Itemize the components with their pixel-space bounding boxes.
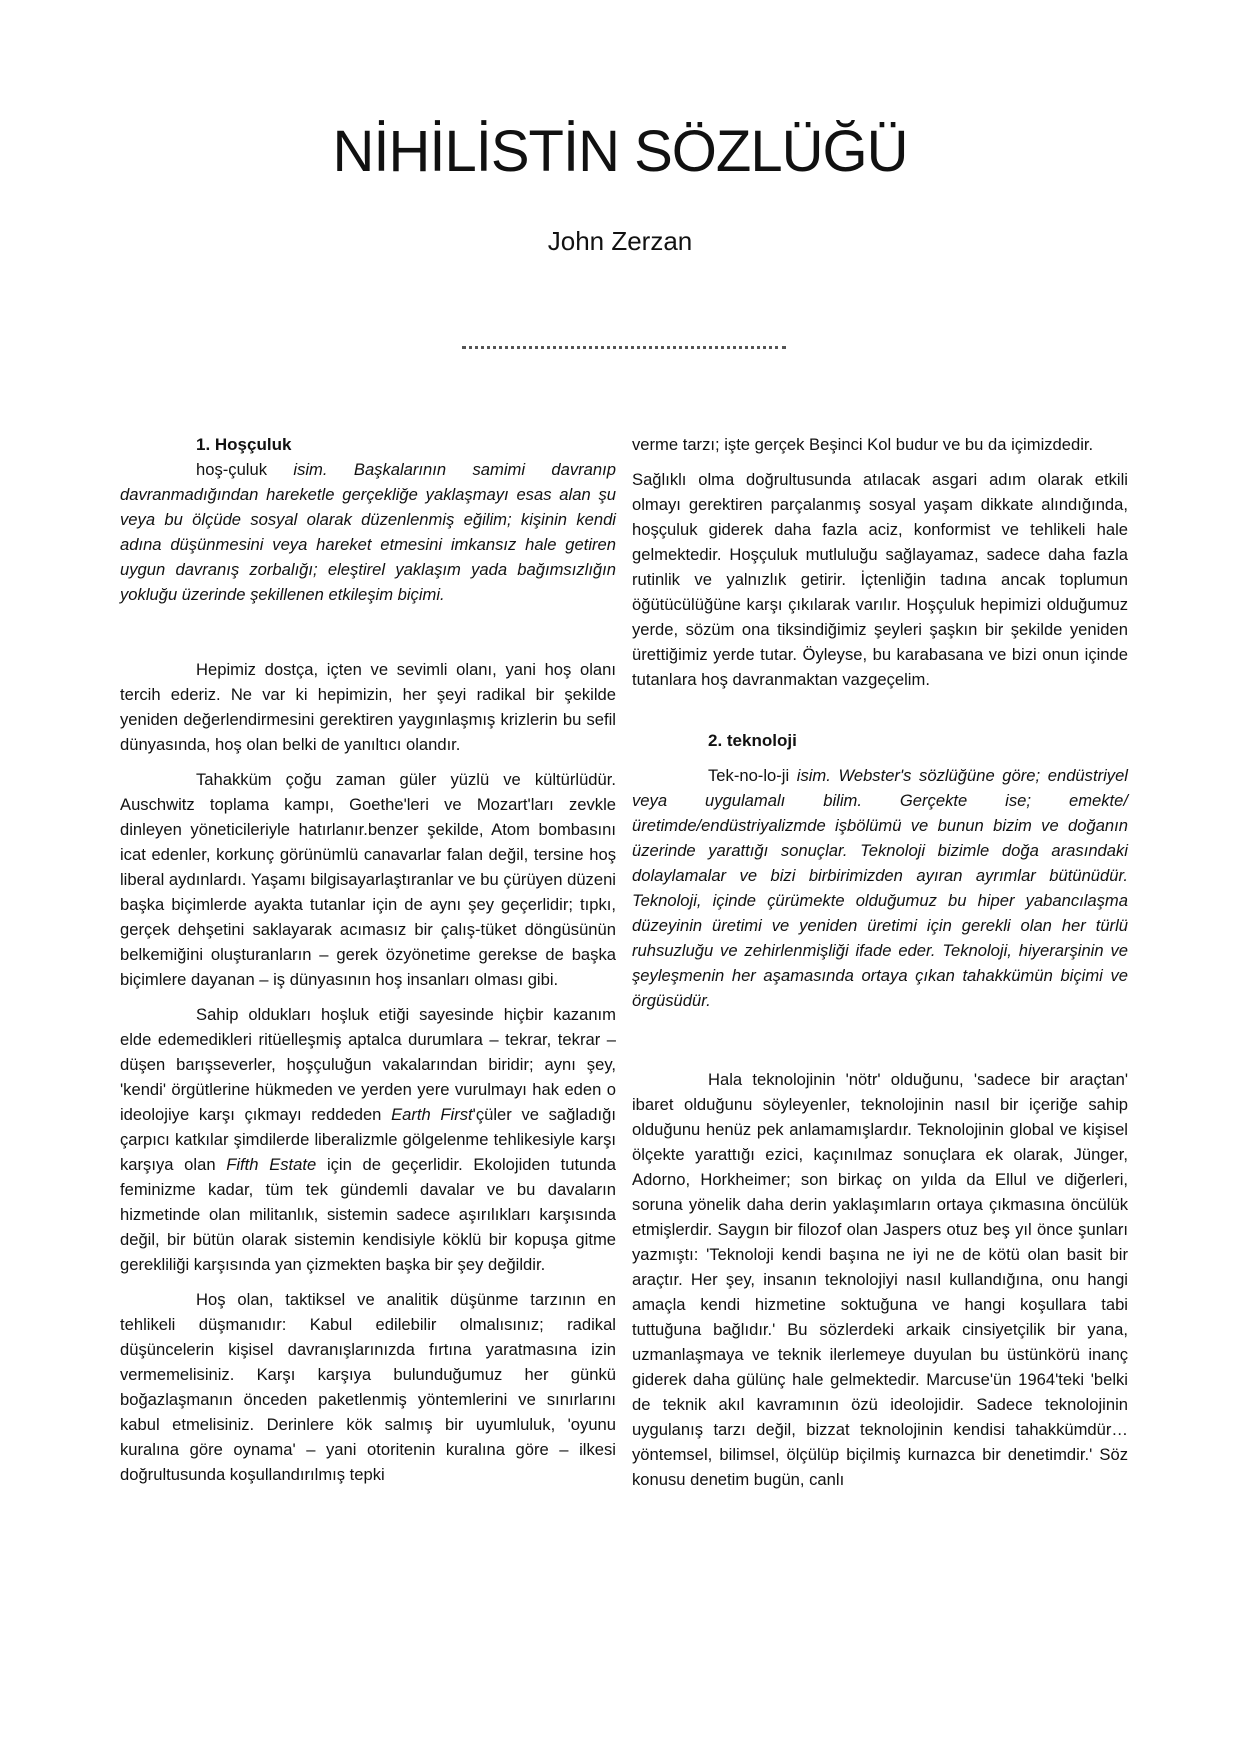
body-paragraph-3-part-a: Sahip oldukları hoşluk etiği sayesinde hiçbir kazanım elde edemedikleri ritüelleşmiş aptalca durumlara – tekrar, tekrar – düşen barışseverler, hoşçuluğun vakalarından biridir; aynı şey, 'kendi' örgütlerine hükmeden ve yerden yere vurulmayı hak eden o ideolojiye karşı çıkmayı reddeden — [120, 1005, 616, 1124]
definition-term-2: Tek-no-lo-ji — [708, 766, 797, 785]
body-paragraph-6: Sağlıklı olma doğrultusunda atılacak asgari adım olarak etkili olmayı gerektiren parçalanmış sosyal yaşam dikkate alındığında, hoşçuluk giderek daha fazla aciz, konformist ve tehlikeli hale gelmektedir. Hoşçuluk mutluluğu sağlayamaz, sadece daha fazla rutinlik ve yalnızlık getirir. İçtenliğin tadına ancak toplumun öğütücülüğüne karşı çıkılarak varılır. Hoşçuluk hepimizi olduğumuz yerde, sözüm ona tiksindiğimiz şeyleri şaşkın bir şekilde yeniden ürettiğimiz yerde tutar. Öyleyse, bu karabasana ve bizi onun içinde tutanlara hoş davranmaktan vazgeçelim. — [632, 470, 1128, 689]
earth-first-name: Earth First — [391, 1105, 473, 1124]
body-paragraph-5: verme tarzı; işte gerçek Beşinci Kol budur ve bu da içimizdedir. — [632, 435, 1094, 454]
author-name: John Zerzan — [547, 226, 693, 256]
definition-pos: isim. — [293, 460, 328, 479]
definition-term: hoş-çuluk — [196, 460, 294, 479]
body-paragraph-3-part-b: 'çüler ve sağladığı çarpıcı katkılar şimdilerde liberalizmle gölgelenme tehlikesiyle karşı karşıya olan — [120, 1105, 616, 1174]
separator-rule — [462, 346, 786, 349]
section-heading-teknoloji: 2. teknoloji — [708, 731, 797, 750]
section-heading-hoscululuk: 1. Hoşçuluk — [196, 435, 292, 454]
body-paragraph-3-part-c: için de geçerlidir. Ekolojiden tutunda feminizme kadar, tüm tek gündemli davalar ve bu davaların hizmetinde olan militanlık, sistemin sadece aşırılıkları karşısında değil, bir bütün olarak sistemin kendisiyle köklü bir kopuşa gitme gerekliliği karşısında yan çizmekten başka bir şey değildir. — [120, 1155, 616, 1274]
definition-text-2: isim. Webster's sözlüğüne göre; endüstriyel veya uygulamalı bilim. Gerçekte ise; emekte/üretimde/endüstriyalizmde işbölümü ve bunun bizim ve doğanın üzerinde yarattığı sonuçlar. Teknoloji bizimle doğa arasındaki dolaylamalar ve bizi birbirimizden ayıran ayrımlar bütünüdür. Teknoloji, içinde çürümekte olduğumuz bu hiper yabancılaşma düzeyinin üretimi ve yeniden üretimi için gerekli olan her türlü ruhsuzluğu ve zehirlenmişliği ifade eder. Teknoloji, hiyerarşinin ve şeyleşmenin her aşamasında ortaya çıkan tahakkümün biçimi ve örgüsüdür. — [632, 766, 1128, 1010]
definition-paragraph — [120, 457, 616, 607]
body-paragraph-2: Tahakküm çoğu zaman güler yüzlü ve kültürlüdür. Auschwitz toplama kampı, Goethe'leri ve Mozart'ları zevkle dinleyen yöneticileriyle hatırlanır.benzer şekilde, Atom bombasını icat edenler, korkunç görünümlü canavarlar falan değil, tersine hoş liberal aydınlardı. Yaşamı bilgisayarlaştıranlar ve bu çürüyen düzeni başka biçimlerde ayakta tutanlar için de aynı şey geçerlidir; tıpkı, gerçek dehşetini saklayarak acımasız bir çalış-tüket döngüsünün belkemiğini oluşturanların – gerek özyönetime gerekse de başka biçimlere dayanan – iş dünyasının hoş insanları olması gibi. — [120, 770, 616, 989]
body-paragraph-7: Hala teknolojinin 'nötr' olduğunu, 'sadece bir araçtan' ibaret olduğunu söyleyenler, teknolojinin nasıl bir içeriğe sahip olduğunu henüz pek anlamamışlardır. Teknolojinin global ve kişisel ölçekte yarattığı ezici, kaçınılmaz sonuçlara ek olarak, Jünger, Adorno, Horkheimer; son birkaç on yılda da Ellul ve diğerleri, soruna yönelik daha derin yaklaşımların ortaya çıkmasına öncülük etmişlerdir. Saygın bir filozof olan Jaspers otuz beş yıl önce şunları yazmıştı: 'Teknoloji kendi başına ne iyi ne de kötü olan basit bir araçtır. Her şey, insanın teknolojiyi nasıl kullandığına, onu hangi amaçla kendi hizmetine soktuğuna ve hangi koşullara tabi tuttuğuna bağlıdır.' Bu sözlerdeki arkaik cinsiyetçilik bir yana, uzmanlaşmaya ve teknik ilerlemeye duyulan bu üstünkörü inanç giderek daha gülünç hale gelmektedir. Marcuse'ün 1964'teki 'belki de teknik akıl kavramının özü ideolojidir. Sadece teknolojinin uygulanış tarzı değil, bizzat teknolojinin kendisi tahakkümdür… yöntemsel, bilimsel, ölçülüp biçilmiş kurnazca bir denetimdir.' Söz konusu denetim bugün, canlı — [632, 1070, 1128, 1489]
document-title: NİHİLİSTİN SÖZLÜĞÜ — [332, 119, 908, 184]
body-paragraph-1: Hepimiz dostça, içten ve sevimli olanı, yani hoş olanı tercih ederiz. Ne var ki hepimizin, her şeyi radikal bir şekilde yeniden değerlendirmesini gerektiren yaygınlaşmış krizlerin bu sefil dünyasında, hoş olan belki de yanıltıcı olandır. — [120, 660, 616, 754]
right-column — [632, 432, 1128, 1492]
body-paragraph-4: Hoş olan, taktiksel ve analitik düşünme tarzının en tehlikeli düşmanıdır: Kabul edilebilir olmalısınız; radikal düşüncelerin kişisel davranışlarınızda fırtına yaratmasına izin vermemelisiniz. Karşı karşıya bulunduğumuz her günkü boğazlaşmanın önceden paketlenmiş yöntemlerini ve sınırlarını kabul etmelisiniz. Derinlere kök salmış bir uyumluluk, 'oyunu kuralına göre oynama' – yani otoritenin kuralına göre – ilkesi doğrultusunda koşullandırılmış tepki — [120, 1290, 616, 1484]
left-column — [120, 432, 616, 1487]
definition-paragraph-2 — [632, 763, 1128, 1013]
body-paragraph-3 — [120, 1002, 616, 1277]
definition-text: Başkalarının samimi davranıp davranmadığından hareketle gerçekliğe yaklaşmayı esas alan şu veya bu ölçüde sosyal olarak düzenlenmiş eğilim; kişinin kendi adına düşünmesini veya hareket etmesini imkansız hale getiren uygun davranış zorbalığı; eleştirel yaklaşım yada bağımsızlığın yokluğu üzerinde şekillenen etkileşim biçimi. — [120, 460, 616, 604]
fifth-estate-name: Fifth Estate — [226, 1155, 317, 1174]
